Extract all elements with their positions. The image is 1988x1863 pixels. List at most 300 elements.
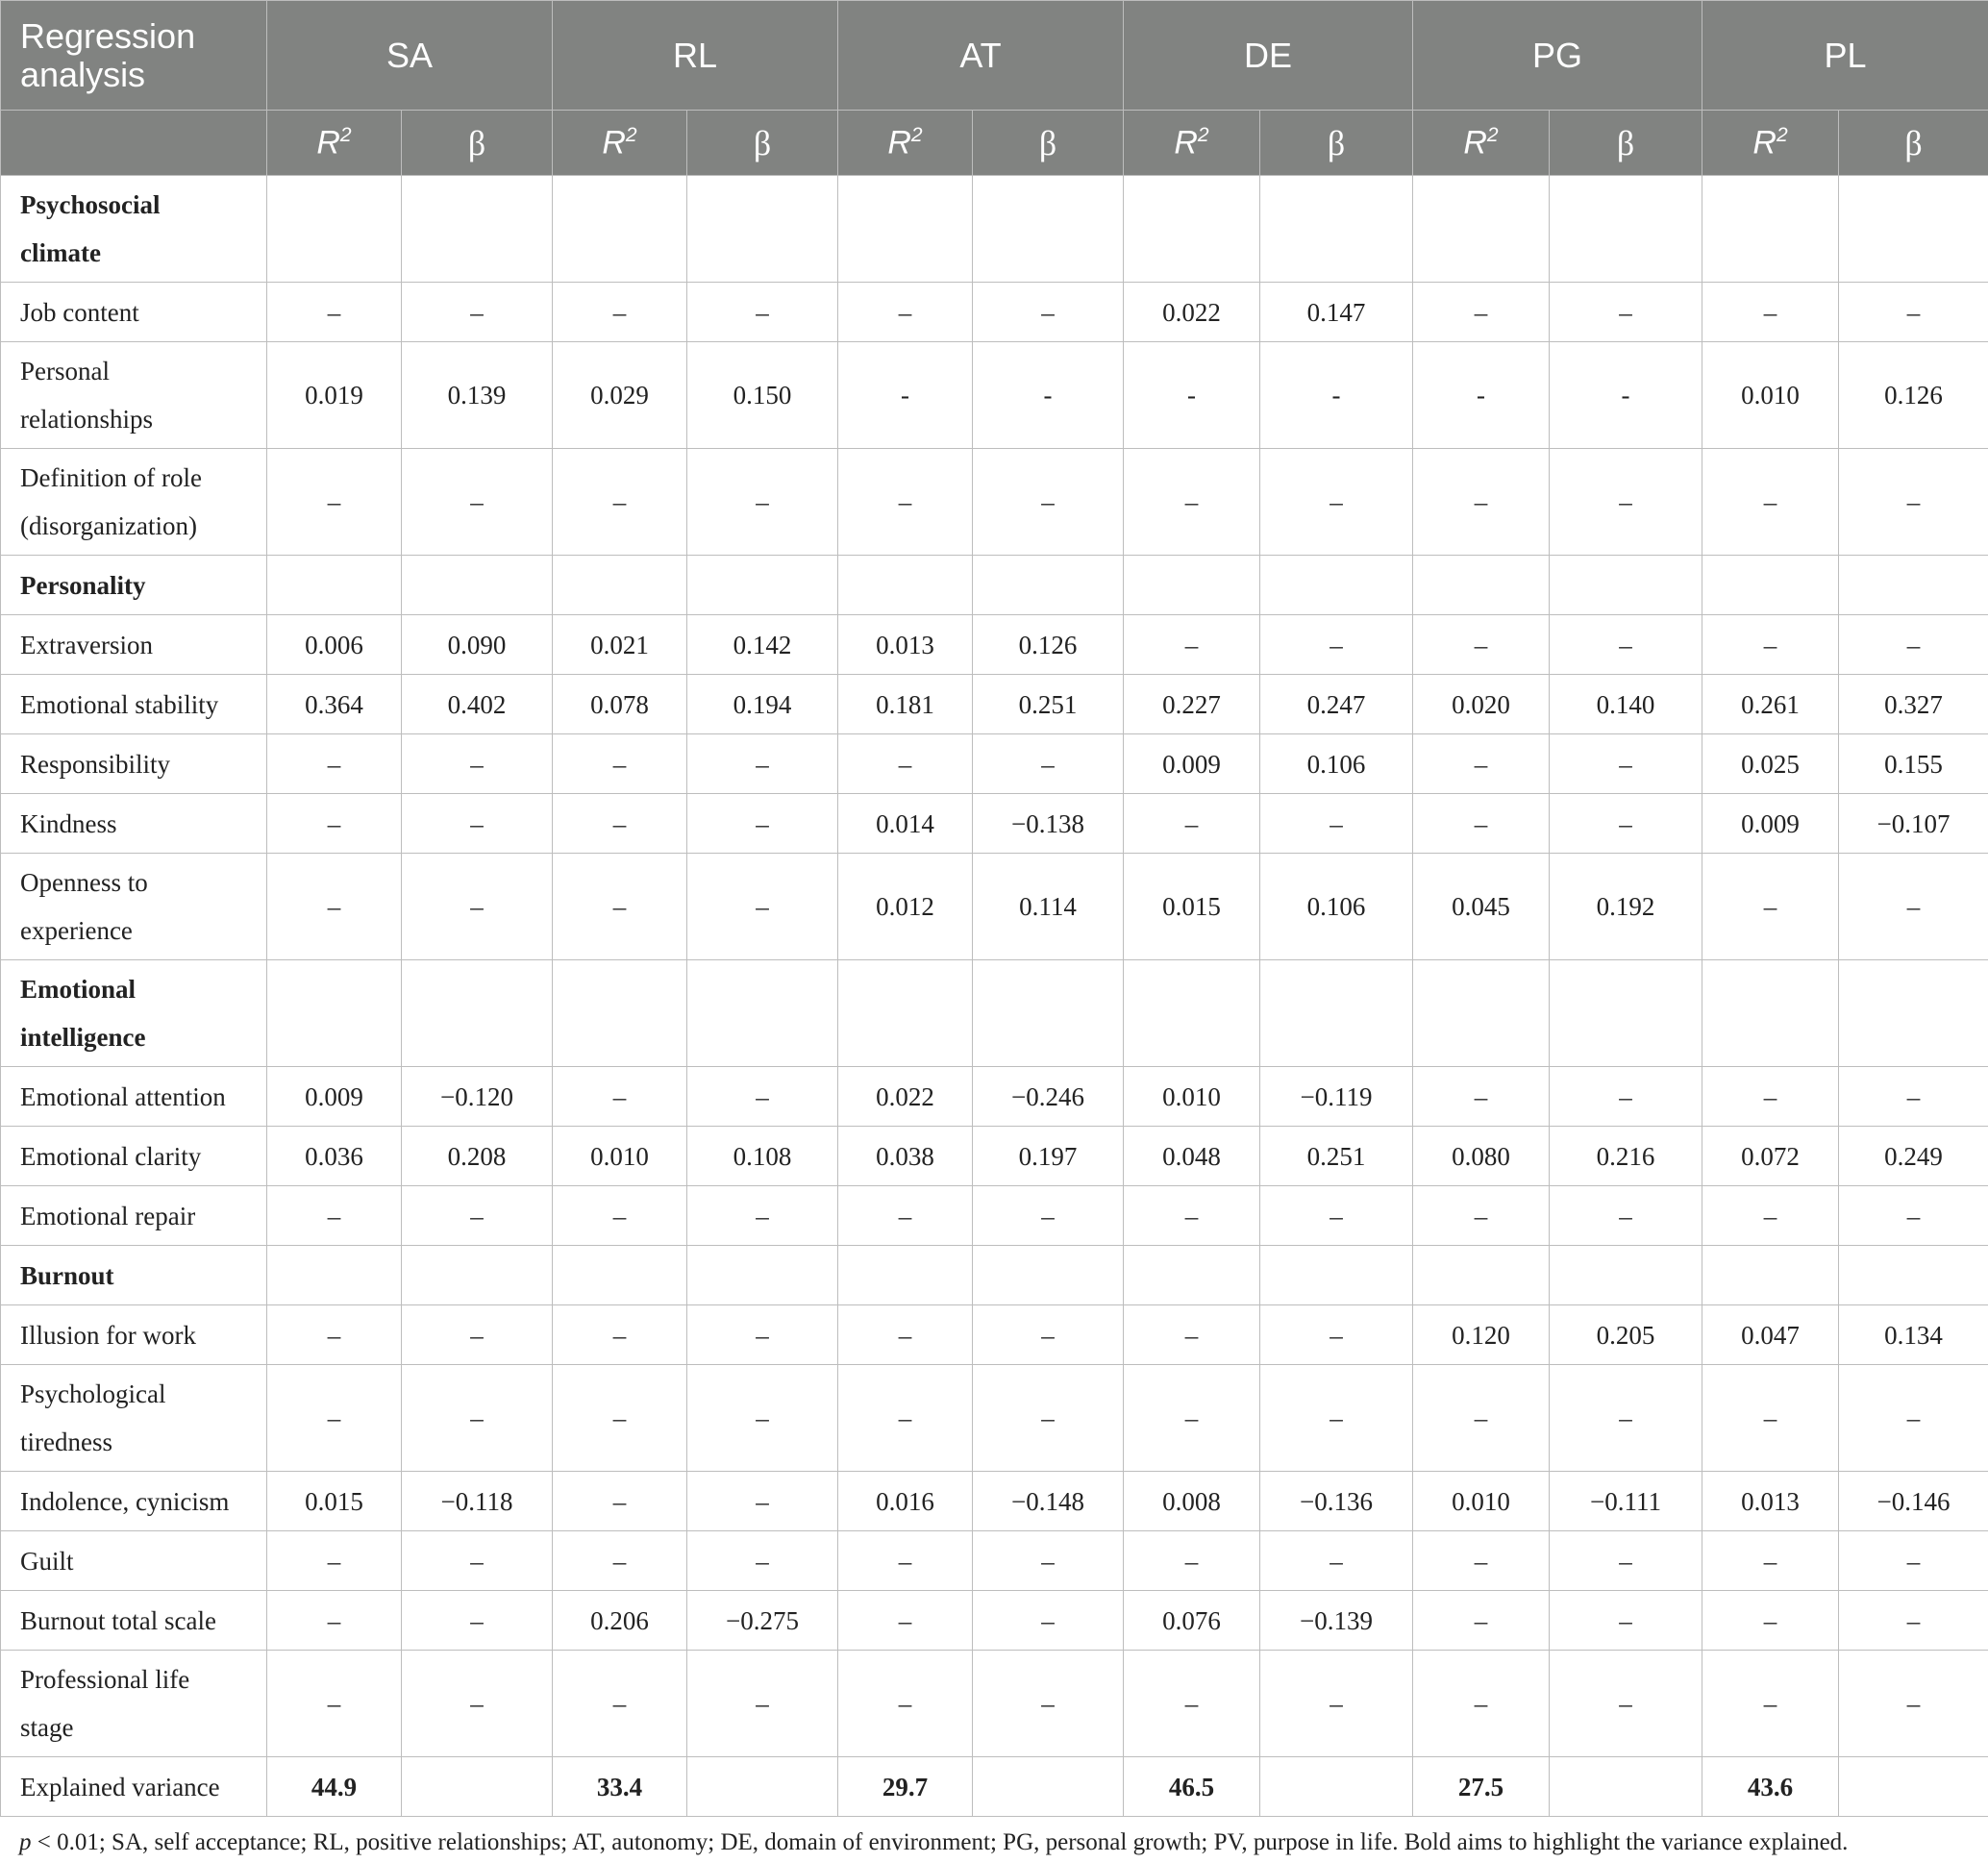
stat-r2-letter: R bbox=[887, 124, 911, 161]
stat-r2-superscript: 2 bbox=[1486, 123, 1499, 146]
cell-beta: 0.402 bbox=[402, 675, 553, 734]
row-label: Illusion for work bbox=[1, 1305, 267, 1365]
cell-r2: 0.206 bbox=[553, 1591, 687, 1651]
cell-r2: – bbox=[267, 1531, 402, 1591]
cell-r2: 0.014 bbox=[838, 794, 973, 854]
table-row bbox=[1, 734, 1988, 794]
table-row bbox=[1, 1651, 1988, 1757]
cell-beta: 0.126 bbox=[1839, 342, 1988, 449]
cell-beta: 0.205 bbox=[1550, 1305, 1702, 1365]
section-row bbox=[1, 176, 1988, 283]
header-group-row bbox=[1, 1, 1988, 111]
cell-beta: 0.208 bbox=[402, 1127, 553, 1186]
cell-beta: – bbox=[687, 283, 838, 342]
group-header-rl: RL bbox=[553, 1, 838, 111]
cell-beta bbox=[973, 556, 1124, 615]
table-row bbox=[1, 854, 1988, 960]
row-label: Definition of role (disorganization) bbox=[1, 449, 267, 556]
cell-beta: – bbox=[687, 1186, 838, 1246]
group-header-pl: PL bbox=[1702, 1, 1988, 111]
cell-r2: 0.038 bbox=[838, 1127, 973, 1186]
cell-r2 bbox=[1413, 960, 1550, 1067]
cell-beta: 0.139 bbox=[402, 342, 553, 449]
cell-r2: – bbox=[838, 283, 973, 342]
stat-r2-letter: R bbox=[1752, 124, 1777, 161]
cell-r2: – bbox=[1124, 449, 1260, 556]
cell-beta: – bbox=[402, 1591, 553, 1651]
cell-beta: – bbox=[402, 1365, 553, 1472]
cell-r2: – bbox=[1702, 615, 1839, 675]
cell-r2 bbox=[1413, 556, 1550, 615]
cell-r2 bbox=[553, 556, 687, 615]
cell-beta: – bbox=[1260, 615, 1413, 675]
table-row bbox=[1, 1127, 1988, 1186]
row-label: Explained variance bbox=[1, 1757, 267, 1817]
cell-r2: – bbox=[1702, 1067, 1839, 1127]
stat-header-r2 bbox=[1702, 111, 1839, 176]
cell-beta bbox=[1260, 176, 1413, 283]
table-row bbox=[1, 1472, 1988, 1531]
cell-beta: – bbox=[973, 449, 1124, 556]
cell-r2: 0.013 bbox=[838, 615, 973, 675]
cell-r2: 0.016 bbox=[838, 1472, 973, 1531]
cell-beta: – bbox=[1839, 1186, 1988, 1246]
cell-r2: - bbox=[1413, 342, 1550, 449]
cell-beta bbox=[687, 1246, 838, 1305]
cell-r2: 33.4 bbox=[553, 1757, 687, 1817]
cell-r2: 0.048 bbox=[1124, 1127, 1260, 1186]
cell-r2: 0.015 bbox=[267, 1472, 402, 1531]
cell-beta: – bbox=[1839, 283, 1988, 342]
table-row bbox=[1, 1531, 1988, 1591]
stat-r2-letter: R bbox=[602, 124, 626, 161]
cell-r2: – bbox=[1702, 1591, 1839, 1651]
cell-r2 bbox=[838, 960, 973, 1067]
cell-r2: – bbox=[267, 854, 402, 960]
cell-beta: – bbox=[1550, 1651, 1702, 1757]
cell-beta: 0.106 bbox=[1260, 734, 1413, 794]
cell-beta: 0.142 bbox=[687, 615, 838, 675]
footnote-text: < 0.01; SA, self acceptance; RL, positive relationships; AT, autonomy; DE, domain of environment; PG, personal growth; PV, purpose in life. Bold aims to highlight the variance explained. bbox=[31, 1829, 1849, 1855]
cell-beta bbox=[973, 1246, 1124, 1305]
cell-r2: – bbox=[553, 854, 687, 960]
cell-beta: – bbox=[1260, 1305, 1413, 1365]
row-label: Emotional stability bbox=[1, 675, 267, 734]
cell-r2: 0.036 bbox=[267, 1127, 402, 1186]
cell-r2: 0.009 bbox=[1702, 794, 1839, 854]
table-body bbox=[1, 176, 1988, 1817]
cell-r2: – bbox=[1124, 1365, 1260, 1472]
cell-r2: – bbox=[1413, 283, 1550, 342]
cell-r2: – bbox=[553, 1067, 687, 1127]
stat-r2-letter: R bbox=[316, 124, 340, 161]
stat-header-beta: β bbox=[973, 111, 1124, 176]
cell-beta: – bbox=[1839, 1067, 1988, 1127]
cell-r2: - bbox=[1124, 342, 1260, 449]
cell-beta: – bbox=[1839, 1531, 1988, 1591]
cell-beta: 0.090 bbox=[402, 615, 553, 675]
cell-r2 bbox=[553, 960, 687, 1067]
cell-r2: 29.7 bbox=[838, 1757, 973, 1817]
cell-beta: 0.251 bbox=[973, 675, 1124, 734]
cell-r2 bbox=[1702, 556, 1839, 615]
cell-beta: – bbox=[1550, 794, 1702, 854]
cell-beta: – bbox=[973, 283, 1124, 342]
cell-r2: – bbox=[267, 1365, 402, 1472]
cell-r2: 0.047 bbox=[1702, 1305, 1839, 1365]
cell-beta bbox=[402, 960, 553, 1067]
cell-beta: 0.197 bbox=[973, 1127, 1124, 1186]
cell-beta: – bbox=[973, 734, 1124, 794]
stat-r2-letter: R bbox=[1174, 124, 1198, 161]
section-row bbox=[1, 1246, 1988, 1305]
cell-beta: 0.327 bbox=[1839, 675, 1988, 734]
cell-r2: 0.010 bbox=[1702, 342, 1839, 449]
cell-r2 bbox=[1124, 1246, 1260, 1305]
cell-beta: 0.108 bbox=[687, 1127, 838, 1186]
cell-beta: – bbox=[1550, 1186, 1702, 1246]
cell-r2: – bbox=[267, 283, 402, 342]
cell-beta: – bbox=[1260, 449, 1413, 556]
cell-r2: – bbox=[1124, 794, 1260, 854]
cell-beta bbox=[402, 556, 553, 615]
header-stat-row bbox=[1, 111, 1988, 176]
cell-beta: – bbox=[687, 734, 838, 794]
cell-r2: – bbox=[838, 1591, 973, 1651]
cell-r2: 0.022 bbox=[1124, 283, 1260, 342]
cell-r2: 0.025 bbox=[1702, 734, 1839, 794]
cell-r2: – bbox=[553, 1186, 687, 1246]
cell-r2: – bbox=[1413, 1651, 1550, 1757]
cell-r2 bbox=[1124, 556, 1260, 615]
cell-beta bbox=[1839, 1757, 1988, 1817]
cell-beta: – bbox=[402, 283, 553, 342]
cell-r2: – bbox=[1124, 1651, 1260, 1757]
cell-r2 bbox=[1413, 176, 1550, 283]
cell-r2: – bbox=[553, 1531, 687, 1591]
cell-r2: – bbox=[553, 1305, 687, 1365]
cell-beta: −0.120 bbox=[402, 1067, 553, 1127]
cell-r2 bbox=[1702, 176, 1839, 283]
cell-beta: – bbox=[973, 1591, 1124, 1651]
table-row bbox=[1, 1186, 1988, 1246]
cell-beta bbox=[687, 556, 838, 615]
section-label: Emotional intelligence bbox=[1, 960, 267, 1067]
cell-r2: – bbox=[267, 1305, 402, 1365]
stat-r2-superscript: 2 bbox=[1776, 123, 1788, 146]
stat-header-r2 bbox=[1124, 111, 1260, 176]
cell-r2: 0.019 bbox=[267, 342, 402, 449]
cell-beta bbox=[1550, 960, 1702, 1067]
cell-beta bbox=[1260, 556, 1413, 615]
row-label: Professional life stage bbox=[1, 1651, 267, 1757]
table-row bbox=[1, 615, 1988, 675]
cell-beta: – bbox=[687, 1651, 838, 1757]
table-row bbox=[1, 449, 1988, 556]
cell-beta: −0.148 bbox=[973, 1472, 1124, 1531]
table-row bbox=[1, 283, 1988, 342]
cell-r2: – bbox=[1413, 1186, 1550, 1246]
cell-beta: – bbox=[402, 734, 553, 794]
cell-beta: 0.114 bbox=[973, 854, 1124, 960]
cell-beta: – bbox=[973, 1186, 1124, 1246]
group-header-pg: PG bbox=[1413, 1, 1702, 111]
cell-beta: – bbox=[1550, 1365, 1702, 1472]
cell-r2: 44.9 bbox=[267, 1757, 402, 1817]
cell-beta bbox=[1550, 1757, 1702, 1817]
cell-beta bbox=[1839, 1246, 1988, 1305]
cell-beta bbox=[402, 176, 553, 283]
cell-r2: 0.009 bbox=[1124, 734, 1260, 794]
cell-r2: – bbox=[1413, 1067, 1550, 1127]
row-label: Openness to experience bbox=[1, 854, 267, 960]
cell-r2: – bbox=[1413, 1365, 1550, 1472]
cell-r2: 46.5 bbox=[1124, 1757, 1260, 1817]
cell-r2 bbox=[267, 960, 402, 1067]
cell-beta: 0.192 bbox=[1550, 854, 1702, 960]
cell-r2: 43.6 bbox=[1702, 1757, 1839, 1817]
cell-r2: 0.181 bbox=[838, 675, 973, 734]
row-label: Personal relationships bbox=[1, 342, 267, 449]
table-row bbox=[1, 1305, 1988, 1365]
cell-r2: 0.072 bbox=[1702, 1127, 1839, 1186]
cell-beta: −0.111 bbox=[1550, 1472, 1702, 1531]
cell-beta: – bbox=[402, 1531, 553, 1591]
cell-beta: – bbox=[687, 1531, 838, 1591]
cell-beta: 0.147 bbox=[1260, 283, 1413, 342]
cell-r2: – bbox=[1124, 1531, 1260, 1591]
row-label: Extraversion bbox=[1, 615, 267, 675]
cell-r2: 0.364 bbox=[267, 675, 402, 734]
group-header-at: AT bbox=[838, 1, 1124, 111]
cell-beta: – bbox=[1550, 615, 1702, 675]
cell-beta: −0.139 bbox=[1260, 1591, 1413, 1651]
stat-r2-superscript: 2 bbox=[339, 123, 352, 146]
cell-beta: – bbox=[687, 449, 838, 556]
stat-r2-letter: R bbox=[1463, 124, 1487, 161]
cell-r2 bbox=[838, 176, 973, 283]
row-label: Kindness bbox=[1, 794, 267, 854]
cell-r2: – bbox=[553, 449, 687, 556]
stat-header-r2 bbox=[267, 111, 402, 176]
cell-r2: 0.029 bbox=[553, 342, 687, 449]
cell-r2: 0.006 bbox=[267, 615, 402, 675]
cell-beta bbox=[973, 1757, 1124, 1817]
cell-r2: – bbox=[1413, 615, 1550, 675]
cell-beta: 0.216 bbox=[1550, 1127, 1702, 1186]
cell-r2 bbox=[553, 176, 687, 283]
cell-beta: – bbox=[1550, 1591, 1702, 1651]
stat-header-r2 bbox=[1413, 111, 1550, 176]
cell-beta: – bbox=[1260, 1531, 1413, 1591]
cell-r2 bbox=[267, 556, 402, 615]
cell-r2 bbox=[838, 1246, 973, 1305]
cell-r2: 0.010 bbox=[553, 1127, 687, 1186]
cell-beta: – bbox=[1550, 449, 1702, 556]
group-header-de: DE bbox=[1124, 1, 1413, 111]
table-row bbox=[1, 1591, 1988, 1651]
cell-beta: – bbox=[1839, 1591, 1988, 1651]
cell-beta bbox=[402, 1246, 553, 1305]
cell-r2: – bbox=[1413, 794, 1550, 854]
cell-beta: – bbox=[402, 1651, 553, 1757]
group-header-sa: SA bbox=[267, 1, 553, 111]
cell-beta: – bbox=[973, 1305, 1124, 1365]
row-label: Job content bbox=[1, 283, 267, 342]
cell-beta: – bbox=[1550, 734, 1702, 794]
table-row bbox=[1, 342, 1988, 449]
cell-beta: 0.247 bbox=[1260, 675, 1413, 734]
cell-beta: – bbox=[1260, 794, 1413, 854]
table-row bbox=[1, 1757, 1988, 1817]
cell-beta: – bbox=[402, 449, 553, 556]
cell-r2: – bbox=[1124, 1305, 1260, 1365]
row-label: Responsibility bbox=[1, 734, 267, 794]
stat-r2-superscript: 2 bbox=[625, 123, 637, 146]
cell-r2 bbox=[1702, 960, 1839, 1067]
stat-header-r2 bbox=[553, 111, 687, 176]
cell-r2: 0.080 bbox=[1413, 1127, 1550, 1186]
cell-beta: 0.134 bbox=[1839, 1305, 1988, 1365]
cell-beta: 0.106 bbox=[1260, 854, 1413, 960]
section-row bbox=[1, 960, 1988, 1067]
cell-r2: – bbox=[1702, 854, 1839, 960]
table-row bbox=[1, 1365, 1988, 1472]
stat-r2-superscript: 2 bbox=[910, 123, 923, 146]
table-row bbox=[1, 675, 1988, 734]
cell-beta: – bbox=[687, 794, 838, 854]
cell-beta bbox=[1839, 960, 1988, 1067]
cell-beta: 0.155 bbox=[1839, 734, 1988, 794]
cell-beta: - bbox=[1260, 342, 1413, 449]
stat-header-beta: β bbox=[1260, 111, 1413, 176]
cell-r2 bbox=[1124, 960, 1260, 1067]
row-label: Emotional attention bbox=[1, 1067, 267, 1127]
cell-beta bbox=[687, 1757, 838, 1817]
cell-r2: – bbox=[1702, 283, 1839, 342]
cell-beta: 0.194 bbox=[687, 675, 838, 734]
cell-beta: – bbox=[1839, 854, 1988, 960]
cell-r2: 0.076 bbox=[1124, 1591, 1260, 1651]
cell-r2: – bbox=[838, 1365, 973, 1472]
cell-r2: 0.015 bbox=[1124, 854, 1260, 960]
cell-r2: – bbox=[838, 734, 973, 794]
cell-r2: – bbox=[553, 794, 687, 854]
cell-r2: – bbox=[838, 1651, 973, 1757]
cell-beta: – bbox=[973, 1651, 1124, 1757]
table-footnote bbox=[0, 1817, 1988, 1859]
cell-beta bbox=[973, 960, 1124, 1067]
cell-r2: 0.022 bbox=[838, 1067, 973, 1127]
cell-beta bbox=[1260, 1757, 1413, 1817]
cell-r2: – bbox=[1702, 449, 1839, 556]
cell-r2: – bbox=[267, 734, 402, 794]
row-label: Indolence, cynicism bbox=[1, 1472, 267, 1531]
section-label: Burnout bbox=[1, 1246, 267, 1305]
cell-r2: – bbox=[553, 734, 687, 794]
table-row bbox=[1, 1067, 1988, 1127]
cell-r2: 0.227 bbox=[1124, 675, 1260, 734]
cell-beta bbox=[1839, 176, 1988, 283]
cell-beta: – bbox=[1839, 615, 1988, 675]
row-label: Burnout total scale bbox=[1, 1591, 267, 1651]
cell-r2: – bbox=[1124, 1186, 1260, 1246]
cell-r2: 0.261 bbox=[1702, 675, 1839, 734]
cell-beta: – bbox=[402, 854, 553, 960]
cell-r2: – bbox=[1413, 734, 1550, 794]
cell-r2: – bbox=[553, 1365, 687, 1472]
cell-r2: – bbox=[1413, 449, 1550, 556]
cell-beta: – bbox=[1550, 1067, 1702, 1127]
cell-r2: – bbox=[267, 1651, 402, 1757]
row-label: Emotional clarity bbox=[1, 1127, 267, 1186]
cell-beta: – bbox=[687, 1472, 838, 1531]
cell-r2: – bbox=[838, 1531, 973, 1591]
cell-r2 bbox=[1124, 176, 1260, 283]
cell-beta: – bbox=[1260, 1365, 1413, 1472]
cell-r2 bbox=[838, 556, 973, 615]
cell-r2: – bbox=[1702, 1365, 1839, 1472]
cell-r2: 27.5 bbox=[1413, 1757, 1550, 1817]
stat-header-r2 bbox=[838, 111, 973, 176]
cell-r2: – bbox=[1702, 1531, 1839, 1591]
stat-header-beta: β bbox=[687, 111, 838, 176]
cell-r2: 0.078 bbox=[553, 675, 687, 734]
cell-beta: – bbox=[1550, 283, 1702, 342]
cell-beta bbox=[973, 176, 1124, 283]
cell-r2: 0.013 bbox=[1702, 1472, 1839, 1531]
cell-beta: 0.251 bbox=[1260, 1127, 1413, 1186]
cell-beta bbox=[1550, 176, 1702, 283]
cell-beta: −0.246 bbox=[973, 1067, 1124, 1127]
stat-header-beta: β bbox=[1839, 111, 1988, 176]
cell-beta: – bbox=[1839, 449, 1988, 556]
cell-beta: – bbox=[687, 1305, 838, 1365]
cell-r2: – bbox=[1124, 615, 1260, 675]
cell-beta: 0.140 bbox=[1550, 675, 1702, 734]
cell-r2: - bbox=[838, 342, 973, 449]
stat-header-beta: β bbox=[402, 111, 553, 176]
cell-beta bbox=[1839, 556, 1988, 615]
cell-beta bbox=[1260, 960, 1413, 1067]
cell-r2: – bbox=[1413, 1531, 1550, 1591]
cell-r2: – bbox=[1413, 1591, 1550, 1651]
cell-r2 bbox=[267, 176, 402, 283]
cell-beta: – bbox=[402, 1305, 553, 1365]
section-label: Personality bbox=[1, 556, 267, 615]
row-label: Psychological tiredness bbox=[1, 1365, 267, 1472]
cell-beta bbox=[1550, 1246, 1702, 1305]
footnote-p-symbol: p bbox=[19, 1829, 32, 1855]
cell-r2: 0.020 bbox=[1413, 675, 1550, 734]
cell-beta: – bbox=[973, 1531, 1124, 1591]
cell-r2: – bbox=[553, 283, 687, 342]
cell-r2: 0.045 bbox=[1413, 854, 1550, 960]
stat-header-beta: β bbox=[1550, 111, 1702, 176]
cell-r2: 0.008 bbox=[1124, 1472, 1260, 1531]
cell-beta: – bbox=[687, 1067, 838, 1127]
cell-beta: 0.126 bbox=[973, 615, 1124, 675]
cell-r2 bbox=[1413, 1246, 1550, 1305]
section-row bbox=[1, 556, 1988, 615]
cell-r2: – bbox=[267, 794, 402, 854]
cell-r2: – bbox=[838, 1186, 973, 1246]
cell-beta: −0.275 bbox=[687, 1591, 838, 1651]
cell-beta: – bbox=[687, 854, 838, 960]
cell-beta: - bbox=[1550, 342, 1702, 449]
corner-header-blank bbox=[1, 111, 267, 176]
cell-beta: – bbox=[402, 794, 553, 854]
